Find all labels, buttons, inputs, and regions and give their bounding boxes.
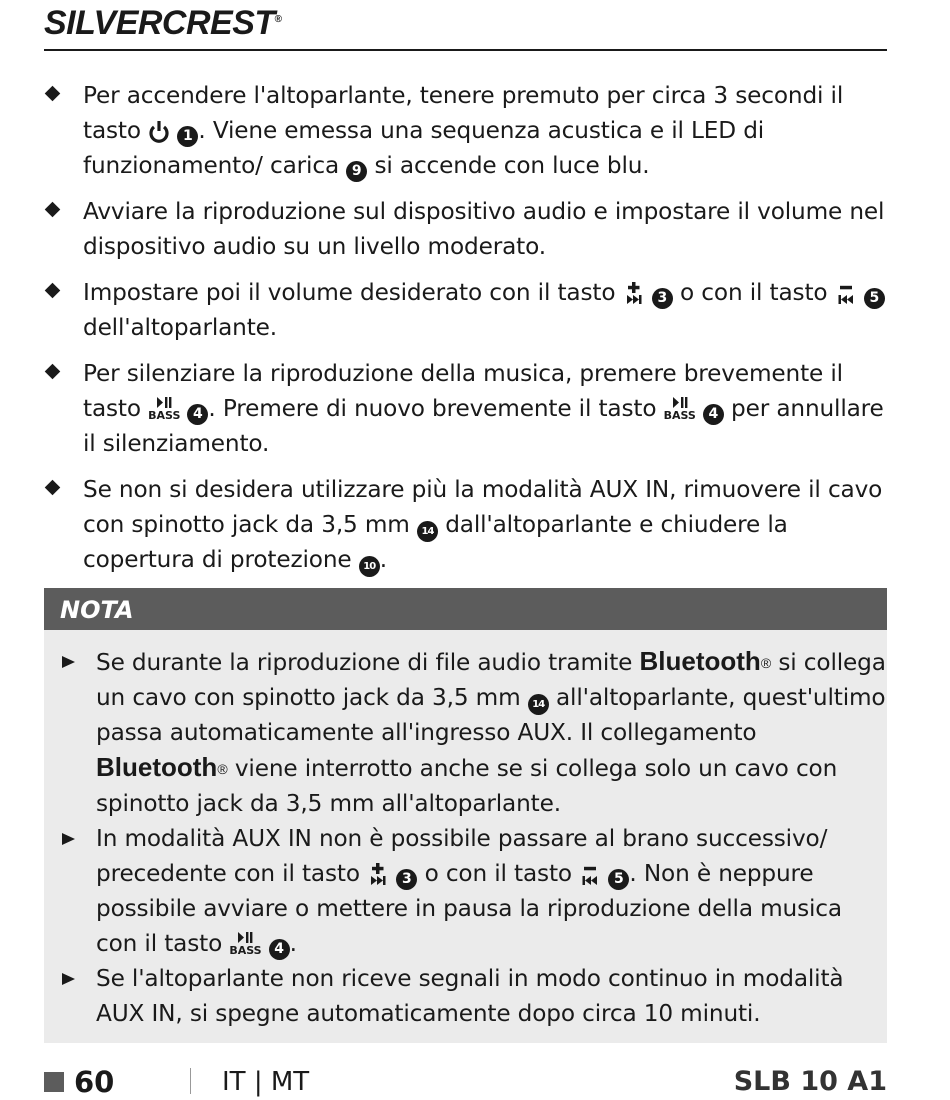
play-pause-bass-icon: BASS: [148, 396, 180, 424]
list-item: Se durante la riproduzione di file audio tramite Bluetooth® si collega un cavo con spinotto jack da 3,5 mm 14 all'altoparlante, quest'ultimo passa automaticamente all'ingresso AUX. Il collegamento Bluetooth® viene interrotto anche se si collega solo un cavo con spinotto jack da 3,5 mm all'altoparlante.: [44, 644, 887, 821]
note-title: NOTA: [44, 588, 887, 630]
list-item: Per silenziare la riproduzione della musica, premere brevemente il tasto BASS 4 . Premere di nuovo brevemente il tasto BASS 4 per annullare il silenziamento.: [44, 356, 887, 461]
volume-down-previous-icon: [835, 281, 857, 305]
list-item: In modalità AUX IN non è possibile passare al brano successivo/ precedente con il tasto 3 o con il tasto 5 . Non è neppure possibile avviare o mettere in pausa la riproduzione della musica con il tasto BASS 4 .: [44, 821, 887, 961]
list-item: Per accendere l'altoparlante, tenere premuto per circa 3 secondi il tasto 1 . Viene emessa una sequenza acustica e il LED di funzionamento/ carica 9 si accende con luce blu.: [44, 78, 887, 183]
note-list: [44, 630, 887, 1031]
triangle-bullet-icon: [62, 833, 75, 845]
callout-number: 4: [187, 404, 208, 425]
diamond-bullet-icon: [45, 364, 61, 380]
diamond-bullet-icon: [45, 480, 61, 496]
volume-up-next-icon: [367, 862, 389, 886]
list-item: Impostare poi il volume desiderato con il tasto 3 o con il tasto 5 dell'altoparlante.: [44, 275, 887, 345]
brand-logo: SILVERCREST®: [44, 4, 282, 42]
play-pause-bass-icon: BASS: [664, 396, 696, 424]
list-item: Se l'altoparlante non riceve segnali in modo continuo in modalità AUX IN, si spegne automaticamente dopo circa 10 minuti.: [44, 961, 887, 1031]
power-icon: [148, 119, 170, 143]
callout-number: 3: [396, 869, 417, 890]
callout-number: 9: [346, 161, 367, 182]
callout-number: 3: [652, 288, 673, 309]
page-footer: [44, 1064, 887, 1100]
diamond-bullet-icon: [45, 283, 61, 299]
triangle-bullet-icon: [62, 656, 75, 668]
volume-down-previous-icon: [579, 862, 601, 886]
triangle-bullet-icon: [62, 973, 75, 985]
header-rule: [44, 49, 887, 51]
callout-number: 10: [359, 556, 380, 577]
callout-number: 4: [703, 404, 724, 425]
diamond-bullet-icon: [45, 202, 61, 218]
callout-number: 14: [528, 694, 549, 715]
diamond-bullet-icon: [45, 86, 61, 102]
callout-number: 14: [417, 521, 438, 542]
page-content: [44, 78, 887, 1043]
instruction-list: [44, 78, 887, 577]
page-number: 60: [74, 1065, 115, 1099]
bluetooth-wordmark: Bluetooth®: [639, 646, 772, 676]
footer-languages: IT | MT: [222, 1067, 310, 1097]
footer-divider: [190, 1068, 191, 1094]
callout-number: 5: [864, 288, 885, 309]
footer-square-icon: [44, 1072, 64, 1092]
callout-number: 1: [177, 126, 198, 147]
volume-up-next-icon: [623, 281, 645, 305]
model-number: SLB 10 A1: [733, 1066, 887, 1097]
note-box: [44, 588, 887, 1043]
list-item: Avviare la riproduzione sul dispositivo audio e impostare il volume nel dispositivo audio su un livello moderato.: [44, 194, 887, 264]
callout-number: 5: [608, 869, 629, 890]
bluetooth-wordmark: Bluetooth®: [96, 752, 228, 782]
list-item: Se non si desidera utilizzare più la modalità AUX IN, rimuovere il cavo con spinotto jack da 3,5 mm 14 dall'altoparlante e chiudere la copertura di protezione 10 .: [44, 472, 887, 577]
callout-number: 4: [269, 939, 290, 960]
play-pause-bass-icon: BASS: [229, 931, 261, 959]
